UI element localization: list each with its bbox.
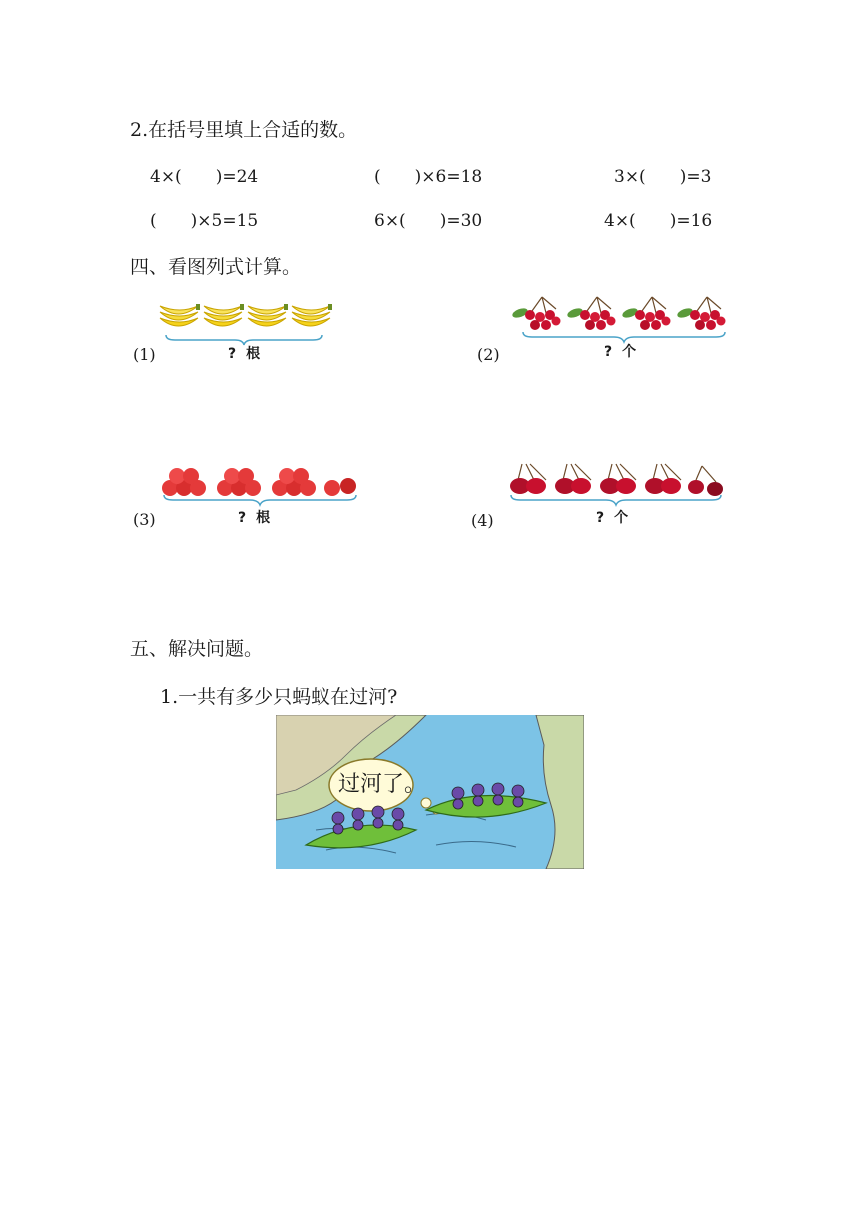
section-4-title: 四、看图列式计算。 — [130, 256, 302, 278]
section-5-title: 五、解决问题。 — [130, 638, 264, 660]
item-2-quantity — [604, 341, 636, 361]
item-3-label: (3) — [133, 510, 156, 529]
equation-6: 4×( )=16 — [604, 211, 713, 231]
item-1-label: (1) — [133, 345, 156, 364]
unit: 个 — [622, 344, 637, 360]
equation-5: 6×( )=30 — [374, 211, 483, 231]
item-4-label: (4) — [471, 511, 494, 530]
cherry-cluster-icon — [512, 293, 730, 333]
banana-bunch-icon — [158, 300, 333, 338]
equation-3: 3×( )=3 — [614, 167, 712, 187]
unit: 个 — [614, 510, 629, 526]
item-1-quantity — [228, 343, 260, 363]
item-4-quantity — [596, 507, 628, 527]
thought-bubble-text: 过河了。 — [338, 772, 427, 797]
item-2-label: (2) — [477, 345, 500, 364]
equation-1: 4×( )=24 — [150, 167, 259, 187]
ants-river-illustration — [276, 715, 584, 869]
unit: 根 — [256, 510, 271, 526]
brace-4 — [510, 494, 722, 506]
equation-2: ( )×6=18 — [374, 167, 483, 187]
unit: 根 — [246, 346, 261, 362]
question-mark: ? — [238, 510, 247, 526]
item-3-quantity — [238, 507, 270, 527]
equation-4: ( )×5=15 — [150, 211, 259, 231]
brace-3 — [163, 494, 357, 506]
question-mark: ? — [604, 344, 613, 360]
problem-1-text: 1.一共有多少只蚂蚁在过河? — [160, 686, 398, 708]
question-mark: ? — [228, 346, 237, 362]
section-2-title: 2.在括号里填上合适的数。 — [130, 119, 358, 141]
cherry-pair-icon — [508, 462, 728, 498]
question-mark: ? — [596, 510, 605, 526]
